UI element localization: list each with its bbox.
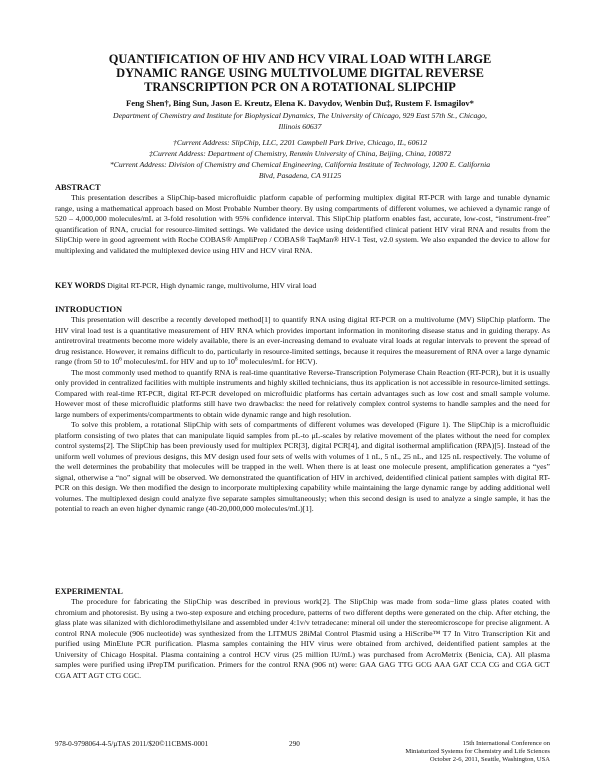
affiliation-main: [40, 111, 560, 132]
affiliation-double-dagger: ‡Current Address: Department of Chemistry, Renmin University of China, Beijing, China, 100872: [149, 149, 451, 158]
affiliation-star-line-2: Blvd, Pasadena, CA 91125: [258, 170, 342, 180]
title-line-3: TRANSCRIPTION PCR ON A ROTATIONAL SLIPCHIP: [144, 80, 456, 94]
footer-conference-line-1: 15th International Conference on: [462, 740, 550, 747]
affiliation-main-line-2: Illinois 60637: [278, 121, 322, 131]
affiliation-star: [40, 160, 560, 181]
intro-p1-exponent-2: 8: [234, 356, 238, 363]
author-list: Feng Shen†, Bing Sun, Jason E. Kreutz, Elena K. Davydov, Wenbin Du‡, Rustem F. Ismagilov*: [126, 98, 474, 108]
introduction-paragraph-3: To solve this problem, a rotational SlipChip with sets of compartments of different volumes was developed (Figure 1). The SlipChip is a microfluidic platform consisting of two plates that can manipulate liquid samples from pL-to μL-scales by relative movement of the plates without the need for complex control systems[2]. The SlipChip has been previously used for multiplex PCR[3], digital PCR[4], and digital isothermal amplification (RPA)[5]. Instead of the uniform well volumes of previous designs, this MV design used four sets of wells with volumes of 1 nL, 5 nL, 25 nL, and 125 nL respectively. The volume of the well determines the probability that molecules will be trapped in the well. When there is at least one molecule present, amplification generates a “yes” signal, otherwise a “no” signal will be observed. We demonstrated the quantification of HIV in archived, deidentified clinical patient samples with digital RT-PCR on this design. We then modified the design to incorporate multiplexing capability while maintaining the large dynamic range by adding additional well volumes. The multiplexed design could analyze five separate samples simultaneously; when this second design is used to analyze a single sample, it has the potential to reach an even higher dynamic range (40-20,000,000 molecules/mL)[1].: [55, 420, 550, 513]
abstract-section: [55, 183, 550, 256]
affiliation-star-line-1: *Current Address: Division of Chemistry and Chemical Engineering, California Institute of Technology, 1200 E. California: [109, 160, 491, 169]
introduction-paragraph-1: [55, 315, 550, 368]
keywords-label: KEY WORDS: [55, 281, 106, 290]
introduction-section: [55, 305, 550, 515]
abstract-text: This presentation describes a SlipChip-based microfluidic platform capable of performing multiplex digital RT-PCR with large and tunable dynamic range, using a mathematical approach based on Most Probable Number theory. By using compartments of different volumes, we achieved a dynamic range of 520 – 4,000,000 molecules/mL at 3-fold resolution with 95% confidence interval. This SlipChip platform enables fast, accurate, low-cost, “instrument-free” quantification of RNA, crucial for resource-limited settings. We validated the device using deidentified clinical patient HIV viral RNA and results from the SlipChip were in good agreement with Roche COBAS® AmpliPrep / COBAS® TaqMan® HIV-1 Test, v2.0 system. We also expanded the device to allow for multiplexing and validated the multiplexed device using HIV and HCV viral RNA.: [55, 193, 550, 255]
keywords-line: [55, 281, 550, 292]
title-line-1: QUANTIFICATION OF HIV AND HCV VIRAL LOAD WITH LARGE: [108, 52, 492, 66]
intro-p1-exponent-1: 6: [119, 356, 122, 363]
intro-p1-text-b: molecules/mL for HIV and up to 10: [121, 357, 235, 366]
keywords-section: [55, 281, 550, 292]
experimental-heading: EXPERIMENTAL: [55, 587, 123, 596]
intro-p1-text-a: This presentation will describe a recently developed method[1] to quantify RNA using digital RT-PCR on a multivolume (MV) SlipChip platform. The HIV viral load test is a quantitative measurement of HIV RNA which provides important information in monitoring disease status and in guiding therapy. As antiretroviral treatments become more widely available, there is an ever-increasing demand to evaluate viral loads at regular intervals to prevent the spread of drug resistance. However, it remains difficult to do, particularly in resource-limited settings, because it requires the measurement of RNA over a large dynamic range (from 50 to 10: [55, 315, 550, 366]
intro-p1-text-c: molecules/mL for HCV).: [237, 357, 318, 366]
introduction-heading: INTRODUCTION: [55, 305, 123, 314]
introduction-paragraph-2: The most commonly used method to quantify RNA is real-time quantitative Reverse-Transcription Polymerase Chain Reaction (RT-PCR), but it is usually only provided in centralized facilities with multiple instruments and highly skilled technicians, thus its application is not accessible in resource-limited settings. Compared with real-time RT-PCR, digital RT-PCR developed on microfluidic platforms has certain advantages such as low cost and small sample volume. However most of these microfluidic platforms still have two drawbacks: the need for relatively complex control systems to handle samples and the need for large numbers of experiments/compartments to obtain wide dynamic range and high resolution.: [55, 367, 550, 419]
experimental-section: [55, 587, 550, 681]
keywords-text: Digital RT-PCR, High dynamic range, multivolume, HIV viral load: [107, 281, 317, 290]
footer-conference-line-2: Miniaturized Systems for Chemistry and Life Sciences: [405, 748, 550, 755]
affiliation-dagger: †Current Address: SlipChip, LLC, 2201 Campbell Park Drive, Chicago, IL, 60612: [172, 138, 428, 147]
footer-page-number: 290: [289, 740, 300, 748]
footer-isbn: 978-0-9798064-4-5/µTAS 2011/$20©11CBMS-0001: [55, 740, 209, 748]
footer-conference-line-3: October 2-6, 2011, Seattle, Washington, USA: [429, 756, 550, 763]
experimental-paragraph-1: The procedure for fabricating the SlipChip was described in previous work[2]. The SlipChip was made from soda−lime glass plates coated with chromium and photoresist. By using a two-step exposure and etching procedure, patterns of two different depths were generated on the chip. After etching, the glass plate was silanized with dichlorodimethylsilane and assembled under 4:1v/v tetradecane: mineral oil under the stereomicroscope for precise alignment. A control RNA molecule (906 nucleotide) was synthesized from the LITMUS 28iMal Control Plasmid using a HiScribe™ T7 In Vitro Transcription Kit and purified using MinElute PCR purification. Plasma samples containing the HIV virus were obtained from archived, deidentified patient samples at the University of Chicago Hospital. Plasma containing a control HCV virus (25 million IU/mL) was purchased from AcroMetrix (Benicia, CA). All plasma samples were purified using iPrepTM purification. Primers for the control RNA (906 nt) were: GAA GAG TTG GCG AAA GAT CCA CG and CGA GCT CGA ATT AGT CTG CGC.: [55, 597, 550, 680]
title-line-2: DYNAMIC RANGE USING MULTIVOLUME DIGITAL REVERSE: [116, 66, 484, 80]
paper-title: [60, 52, 540, 94]
affiliation-main-line-1: Department of Chemistry and Institute for Biophysical Dynamics, The University of Chicago, 929 East 57th St., Chicago,: [113, 111, 487, 120]
abstract-heading: ABSTRACT: [55, 183, 101, 192]
footer-conference: [330, 740, 550, 764]
